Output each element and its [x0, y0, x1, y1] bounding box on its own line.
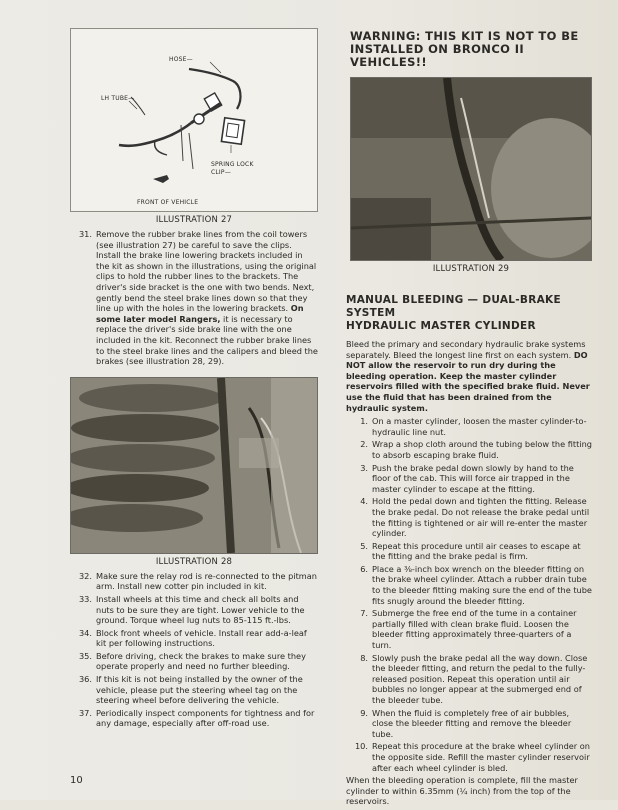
left-steps-list: [70, 571, 318, 729]
warning-line-2: INSTALLED ON BRONCO II VEHICLES!!: [350, 42, 525, 69]
step-text: Install wheels at this time and check all bolts and nuts to be sure they are tight. Lower vehicle to the ground. Torque wheel lug nuts to 85-115 ft.-lbs.: [96, 593, 305, 626]
step-33: [70, 594, 318, 626]
illustration-29-photo: [350, 77, 592, 261]
bleed-step-6: [346, 564, 592, 606]
bleed-step-3: [346, 463, 592, 495]
step-31-text-b: it is necessary to replace the driver's side brake line with the one included in the kit. Reconnect the rubber brake lines to the steel brake lines and the calipers and bleed the brakes (see illustration 28, 29).: [96, 313, 318, 367]
hose-label: HOSE—: [169, 56, 193, 63]
front-of-vehicle-label: FRONT OF VEHICLE: [137, 199, 199, 206]
bleed-step-7: [346, 608, 592, 650]
brake-line-diagram: [71, 29, 317, 211]
step-text: On a master cylinder, loosen the master cylinder-to-hydraulic line nut.: [372, 416, 587, 437]
step-number: 37.: [78, 707, 92, 718]
step-text: Repeat this procedure at the brake wheel cylinder on the opposite side. Refill the master cylinder reservoir after each wheel cylinder is bled.: [372, 741, 590, 773]
bleed-step-10: [346, 741, 592, 773]
step-number: 1.: [360, 416, 368, 427]
step-text: Wrap a shop cloth around the tubing below the fitting to absorb escaping brake fluid.: [372, 439, 592, 460]
warning-line-1: WARNING: THIS KIT IS NOT TO BE: [350, 29, 579, 43]
step-number: 3.: [360, 462, 368, 473]
step-text: Before driving, check the brakes to make sure they operate properly and need no further bleeding.: [96, 650, 306, 672]
step-text: Slowly push the brake pedal all the way down. Close the bleeder fitting, and return the pedal to the fully-released position. Repeat this operation until air bubbles no longer appear at the submerged end of the bleeder tube.: [372, 652, 588, 705]
bleed-step-2: [346, 439, 592, 460]
illustration-28-photo: [70, 377, 318, 554]
illustration-28-caption: ILLUSTRATION 28: [155, 556, 233, 567]
bleed-step-9: [346, 708, 592, 740]
step-35: [70, 651, 318, 672]
step-number: 7.: [360, 608, 368, 619]
step-31-number: 31.: [78, 229, 92, 239]
step-text: Repeat this procedure until air ceases to escape at the fitting and the brake pedal is firm.: [372, 540, 581, 562]
step-31: [70, 229, 318, 367]
step-number: 5.: [360, 540, 368, 551]
step-text: Push the brake pedal down slowly by hand to the floor of the cab. This will force air trapped in the master cylinder to escape at the fitting.: [372, 462, 574, 494]
manual-bleeding-heading: [346, 294, 592, 333]
illustration-27-caption: ILLUSTRATION 27: [155, 215, 233, 225]
step-31-bold: On some later model Rangers,: [96, 303, 304, 324]
spring-lock-label-2: CLIP—: [211, 169, 231, 176]
coil-spring-photo: [71, 378, 318, 553]
step-number: 34.: [78, 627, 92, 638]
illustration-29-caption: ILLUSTRATION 29: [432, 264, 510, 274]
step-text: Hold the pedal down and tighten the fitting. Release the brake pedal. Do not release the brake pedal until the fitting is tightened or air will re-enter the master cylinder.: [372, 496, 590, 539]
illustration-27-figure: [70, 28, 318, 212]
step-31-text-a: Remove the rubber brake lines from the coil towers (see illustration 27) be careful to save the clips. Install the brake line lowering brackets included in the kit as shown in the illustrations, using the original clips to hold the rubber lines to the brackets. The driver's side bracket is the one with two bends. Next, gently bend the steel brake lines down so that they line up with the holes in the lowering brackets.: [96, 229, 317, 314]
bleeding-intro: [346, 339, 592, 413]
step-number: 35.: [78, 650, 92, 661]
step-text: Submerge the free end of the tume in a container partially filled with clean brake fluid. Loosen the bleeder fitting approximately three-quarters of a turn.: [372, 608, 577, 651]
step-34: [70, 628, 318, 649]
step-number: 8.: [360, 652, 368, 663]
intro-plain: Bleed the primary and secondary hydraulic brake systems separately. Bleed the longest line first on each system.: [346, 339, 586, 360]
step-32: [70, 571, 318, 592]
step-number: 4.: [360, 496, 368, 507]
step-number: 10.: [354, 741, 368, 752]
warning-heading: [350, 30, 592, 69]
step-37: [70, 708, 318, 729]
step-number: 2.: [360, 439, 368, 450]
bleeding-steps-list: [346, 416, 592, 773]
heading-line-2: HYDRAULIC MASTER CYLINDER: [346, 320, 536, 332]
step-number: 32.: [78, 570, 92, 581]
bleed-step-8: [346, 653, 592, 706]
bleed-step-5: [346, 541, 592, 562]
bleed-step-4: [346, 496, 592, 538]
step-number: 9.: [360, 707, 368, 718]
step-text: When the fluid is completely free of air bubbles, close the bleeder fitting and remove the bleeder tube.: [372, 707, 572, 739]
bleeding-closing: When the bleeding operation is complete, fill the master cylinder to within 6.35mm (¼ inch) from the top of the reservoirs.: [346, 775, 578, 807]
intro-bold: DO NOT allow the reservoir to run dry during the bleeding operation. Keep the master cylinder reservoirs filled with the specified brake fluid. Never use the fluid that has been drained from the hydraulic system.: [346, 349, 590, 413]
step-text: Place a ⅜-inch box wrench on the bleeder fitting on the brake wheel cylinder. Attach a rubber drain tube to the bleeder fitting making sure the end of the tube fits snugly around the bleeder fitting.: [372, 563, 592, 606]
step-text: If this kit is not being installed by the owner of the vehicle, please put the steering wheel tag on the steering wheel before delivering the vehicle.: [96, 674, 303, 706]
bleeder-photo: [351, 78, 591, 260]
step-number: 36.: [78, 674, 92, 685]
step-number: 33.: [78, 593, 92, 604]
page-number: 10: [70, 775, 83, 786]
step-text: Periodically inspect components for tightness and for any damage, especially after off-road use.: [96, 707, 315, 729]
step-text: Make sure the relay rod is re-connected to the pitman arm. Install new cotter pin included in kit.: [96, 570, 317, 592]
lh-tube-label: LH TUBE—: [101, 95, 135, 102]
heading-line-1: MANUAL BLEEDING — DUAL-BRAKE SYSTEM: [346, 294, 561, 319]
bleed-step-1: [346, 416, 592, 437]
left-column: [70, 28, 318, 731]
step-36: [70, 674, 318, 706]
right-column: [346, 28, 592, 810]
spring-lock-label-1: SPRING LOCK: [211, 161, 254, 168]
step-number: 6.: [360, 563, 368, 574]
step-text: Block front wheels of vehicle. Install rear add-a-leaf kit per following instructions.: [96, 627, 307, 649]
step-31-list: [70, 229, 318, 367]
